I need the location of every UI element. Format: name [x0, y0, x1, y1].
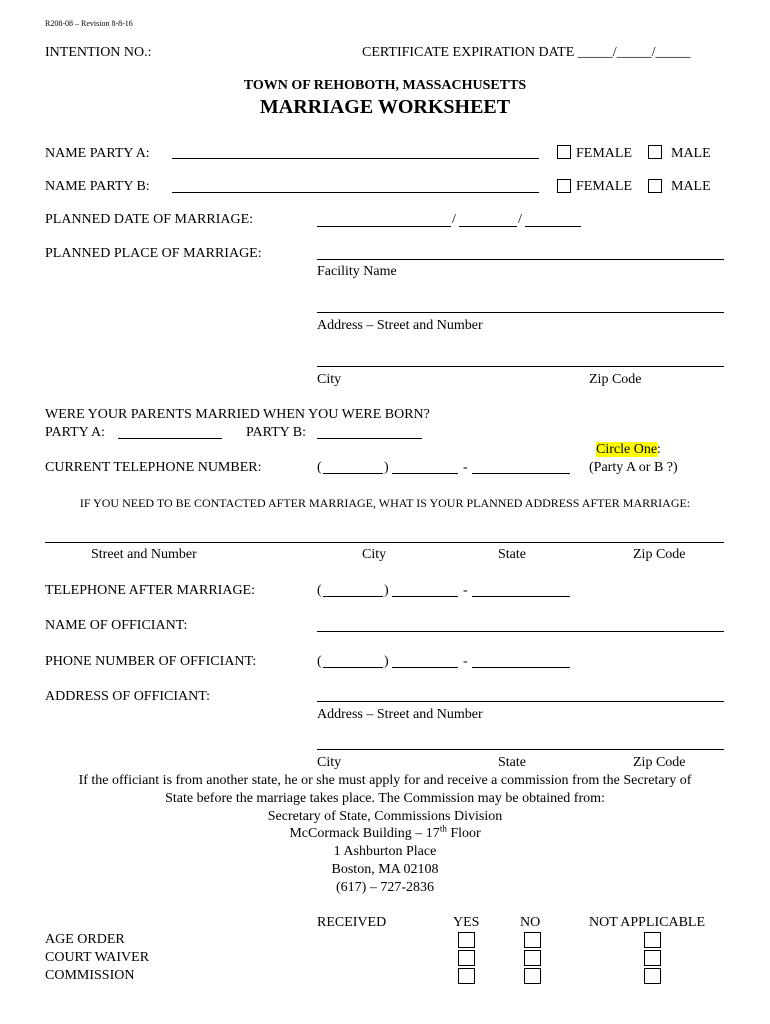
- phone-open-paren: (: [317, 583, 322, 598]
- phone-after-area-code-field[interactable]: [323, 596, 383, 597]
- phone-dash: -: [463, 583, 468, 598]
- age-order-yes-checkbox[interactable]: [458, 932, 475, 948]
- party-a-name-field[interactable]: [172, 158, 539, 159]
- parents-party-a-field[interactable]: [118, 438, 222, 439]
- place-address-field[interactable]: [317, 312, 724, 313]
- current-phone-prefix-field[interactable]: [392, 473, 458, 474]
- officiant-address-caption: Address – Street and Number: [317, 707, 483, 722]
- party-b-female-checkbox[interactable]: [557, 179, 571, 193]
- phone-close-paren: ): [384, 583, 389, 598]
- phone-open-paren: (: [317, 654, 322, 669]
- after-state-caption: State: [498, 547, 526, 562]
- phone-after-prefix-field[interactable]: [392, 596, 458, 597]
- party-b-female-label: FEMALE: [576, 179, 632, 194]
- date-separator: /: [452, 212, 456, 227]
- town-title: TOWN OF REHOBOTH, MASSACHUSETTS: [243, 78, 527, 93]
- contact-after-marriage-note: IF YOU NEED TO BE CONTACTED AFTER MARRIAGE, WHAT IS YOUR PLANNED ADDRESS AFTER MARRIAGE:: [79, 496, 691, 510]
- phone-close-paren: ): [384, 654, 389, 669]
- officiant-name-field[interactable]: [317, 631, 724, 632]
- building-floor: Floor: [446, 826, 481, 841]
- party-a-female-label: FEMALE: [576, 146, 632, 161]
- intention-number-label: INTENTION NO.:: [45, 45, 152, 60]
- party-a-label: NAME PARTY A:: [45, 146, 150, 161]
- court-waiver-no-checkbox[interactable]: [524, 950, 541, 966]
- current-phone-area-code-field[interactable]: [323, 473, 383, 474]
- parents-party-b-field[interactable]: [317, 438, 422, 439]
- parents-married-question: WERE YOUR PARENTS MARRIED WHEN YOU WERE BORN?: [45, 407, 430, 422]
- current-phone-label: CURRENT TELEPHONE NUMBER:: [45, 460, 262, 475]
- officiant-name-label: NAME OF OFFICIANT:: [45, 618, 188, 633]
- commission-no-checkbox[interactable]: [524, 968, 541, 984]
- commission-phone: (617) – 727-2836: [336, 880, 434, 895]
- party-a-male-label: MALE: [671, 146, 711, 161]
- after-marriage-address-field[interactable]: [45, 542, 724, 543]
- after-zip-caption: Zip Code: [633, 547, 686, 562]
- certificate-expiration-label: CERTIFICATE EXPIRATION DATE _____/_____/_____: [362, 45, 691, 60]
- commission-city: Boston, MA 02108: [331, 862, 439, 877]
- facility-name-field[interactable]: [317, 259, 724, 260]
- planned-date-label: PLANNED DATE OF MARRIAGE:: [45, 212, 254, 227]
- court-waiver-yes-checkbox[interactable]: [458, 950, 475, 966]
- planned-date-year-field[interactable]: [525, 226, 581, 227]
- party-b-male-label: MALE: [671, 179, 711, 194]
- officiant-phone-line-field[interactable]: [472, 667, 570, 668]
- parents-party-b-label: PARTY B:: [246, 425, 306, 440]
- commission-street: 1 Ashburton Place: [333, 844, 437, 859]
- planned-place-label: PLANNED PLACE OF MARRIAGE:: [45, 246, 262, 261]
- court-waiver-label: COURT WAIVER: [45, 950, 150, 965]
- phone-after-label: TELEPHONE AFTER MARRIAGE:: [45, 583, 255, 598]
- commission-note-line2: State before the marriage takes place. The Commission may be obtained from:: [165, 791, 605, 806]
- place-city-zip-field[interactable]: [317, 366, 724, 367]
- place-address-caption: Address – Street and Number: [317, 318, 483, 333]
- not-applicable-header: NOT APPLICABLE: [589, 915, 706, 930]
- officiant-address-label: ADDRESS OF OFFICIANT:: [45, 689, 210, 704]
- officiant-phone-area-code-field[interactable]: [323, 667, 383, 668]
- worksheet-title: MARRIAGE WORKSHEET: [259, 96, 511, 118]
- age-order-label: AGE ORDER: [45, 932, 125, 947]
- commission-label: COMMISSION: [45, 968, 135, 983]
- circle-one-label: [596, 442, 661, 458]
- officiant-zip-caption: Zip Code: [633, 755, 686, 770]
- after-city-caption: City: [362, 547, 387, 562]
- planned-date-day-field[interactable]: [459, 226, 517, 227]
- commission-note-line1: If the officiant is from another state, he or she must apply for and receive a commission from the Secretary of: [78, 773, 692, 788]
- place-zip-caption: Zip Code: [589, 372, 642, 387]
- age-order-no-checkbox[interactable]: [524, 932, 541, 948]
- received-header: RECEIVED: [317, 915, 387, 930]
- date-separator: /: [518, 212, 522, 227]
- court-waiver-na-checkbox[interactable]: [644, 950, 661, 966]
- phone-dash: -: [463, 460, 468, 475]
- party-b-label: NAME PARTY B:: [45, 179, 150, 194]
- phone-open-paren: (: [317, 460, 322, 475]
- building-text: McCormack Building – 17: [289, 826, 440, 841]
- parents-party-a-label: PARTY A:: [45, 425, 105, 440]
- revision-label: R208-08 – Revision 8-8-16: [45, 19, 133, 28]
- officiant-phone-prefix-field[interactable]: [392, 667, 458, 668]
- commission-yes-checkbox[interactable]: [458, 968, 475, 984]
- commission-building: [0, 823, 770, 842]
- officiant-address-field[interactable]: [317, 701, 724, 702]
- officiant-phone-label: PHONE NUMBER OF OFFICIANT:: [45, 654, 257, 669]
- yes-header: YES: [453, 915, 480, 930]
- phone-after-line-field[interactable]: [472, 596, 570, 597]
- current-phone-line-field[interactable]: [472, 473, 570, 474]
- commission-org: Secretary of State, Commissions Division: [267, 809, 503, 824]
- circle-one-highlight: Circle One: [596, 442, 658, 457]
- after-street-caption: Street and Number: [91, 547, 197, 562]
- officiant-state-caption: State: [498, 755, 526, 770]
- age-order-na-checkbox[interactable]: [644, 932, 661, 948]
- officiant-city-state-zip-field[interactable]: [317, 749, 724, 750]
- planned-date-month-field[interactable]: [317, 226, 451, 227]
- party-a-male-checkbox[interactable]: [648, 145, 662, 159]
- party-a-female-checkbox[interactable]: [557, 145, 571, 159]
- circle-one-colon: :: [657, 442, 661, 457]
- party-b-name-field[interactable]: [172, 192, 539, 193]
- place-city-caption: City: [317, 372, 342, 387]
- phone-close-paren: ): [384, 460, 389, 475]
- facility-name-caption: Facility Name: [317, 264, 397, 279]
- building-superscript: th: [439, 823, 447, 834]
- phone-dash: -: [463, 654, 468, 669]
- commission-na-checkbox[interactable]: [644, 968, 661, 984]
- party-b-male-checkbox[interactable]: [648, 179, 662, 193]
- officiant-city-caption: City: [317, 755, 342, 770]
- no-header: NO: [520, 915, 541, 930]
- circle-one-options: (Party A or B ?): [589, 460, 678, 475]
